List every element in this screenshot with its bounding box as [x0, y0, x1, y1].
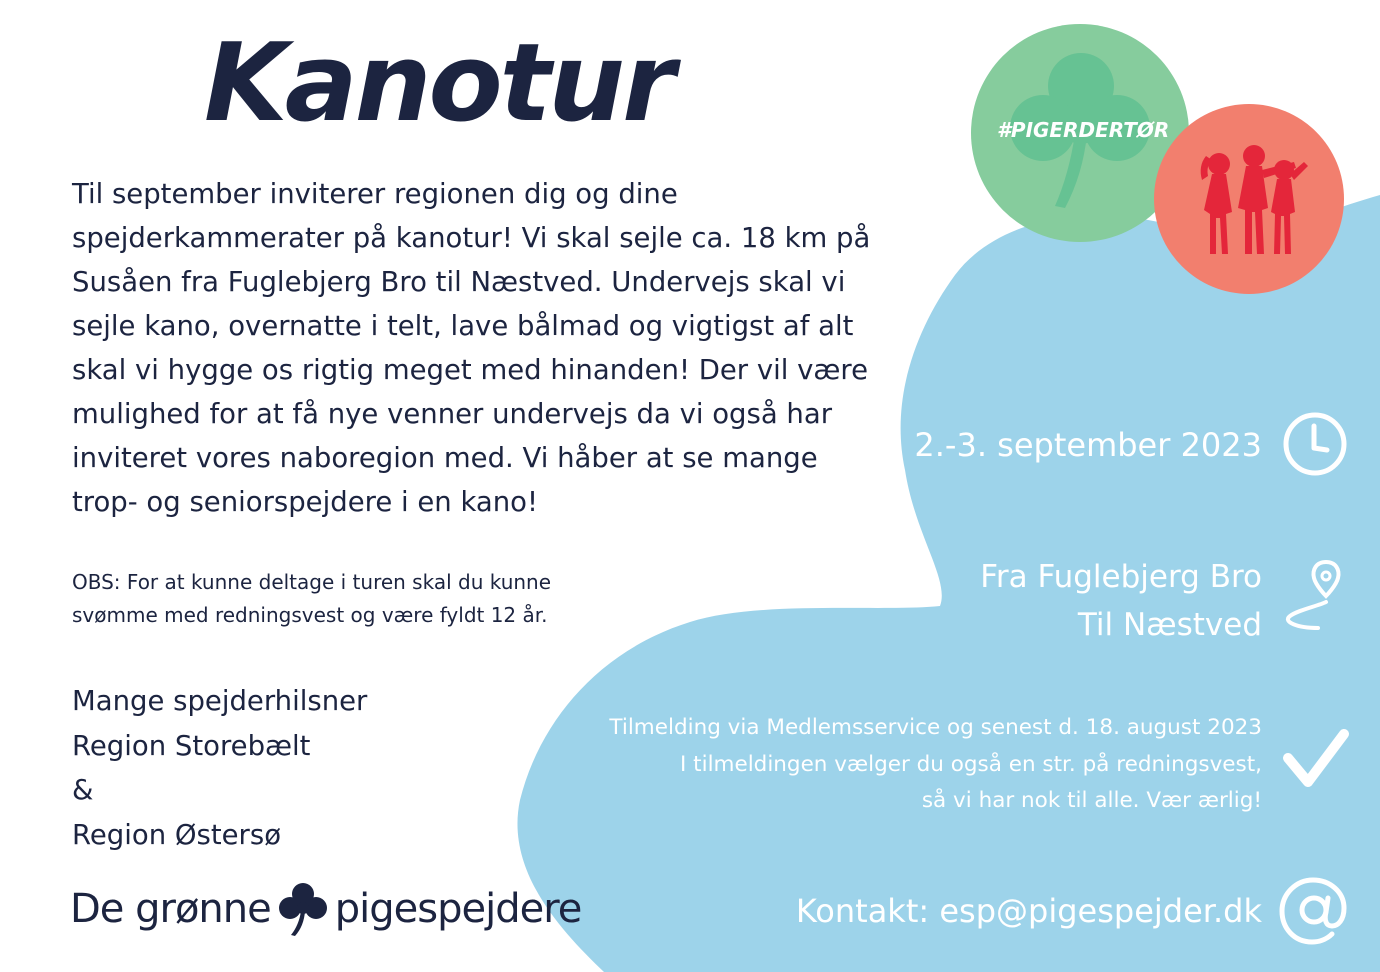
girls-silhouette-icon	[1154, 104, 1344, 294]
contact-email: Kontakt: esp@pigespejder.dk	[795, 892, 1262, 930]
page-title: Kanotur	[204, 21, 673, 146]
signup-info	[609, 710, 1262, 820]
greeting-line: Region Storebælt	[72, 729, 311, 762]
route-from: Fra Fuglebjerg Bro	[980, 559, 1262, 595]
red-badge-circle	[1154, 104, 1344, 294]
greeting-line: &	[72, 774, 94, 806]
checkmark-icon	[1280, 728, 1350, 792]
greeting-line: Mange spejderhilsner	[72, 685, 368, 717]
intro-text: Til september inviterer regionen dig og dine spejderkammerater på kanotur! Vi skal sejle ca. 18 km på Susåen fra Fuglebjerg Bro til Næstved. Undervejs skal vi sejle kano, overnatte i telt, lave bålmad og vigtigst af alt skal vi hygge os rigtig meget med hinanden! Der vil være mulighed for at få nye venner undervejs da vi også har inviteret vores naboregion med. Vi håber at se mange trop- og seniorspejdere i en kano!	[72, 178, 871, 518]
signup-line: I tilmeldingen vælger du også en str. på redningsvest,	[679, 751, 1262, 777]
at-sign-icon	[1276, 874, 1350, 948]
organization-logo	[70, 878, 581, 940]
clock-icon	[1281, 410, 1349, 478]
greeting	[72, 679, 367, 857]
obs-note: OBS: For at kunne deltage i turen skal du kunne svømme med redningsvest og være fyldt 12 år.	[72, 570, 552, 627]
logo-text-right: pigespejdere	[334, 886, 582, 932]
greeting-line: Region Østersø	[72, 818, 282, 851]
map-pin-route-icon	[1278, 558, 1348, 636]
hashtag-label: #PIGERDERTØR	[997, 118, 1170, 142]
signup-line: Tilmelding via Medlemsservice og senest d. 18. august 2023	[609, 715, 1262, 740]
clover-icon	[277, 881, 329, 937]
logo-text-left: De grønne	[70, 886, 271, 932]
route	[980, 553, 1262, 649]
event-date: 2.-3. september 2023	[914, 426, 1262, 464]
signup-line: så vi har nok til alle. Vær ærlig!	[921, 788, 1262, 813]
route-to: Til Næstved	[1077, 607, 1262, 643]
